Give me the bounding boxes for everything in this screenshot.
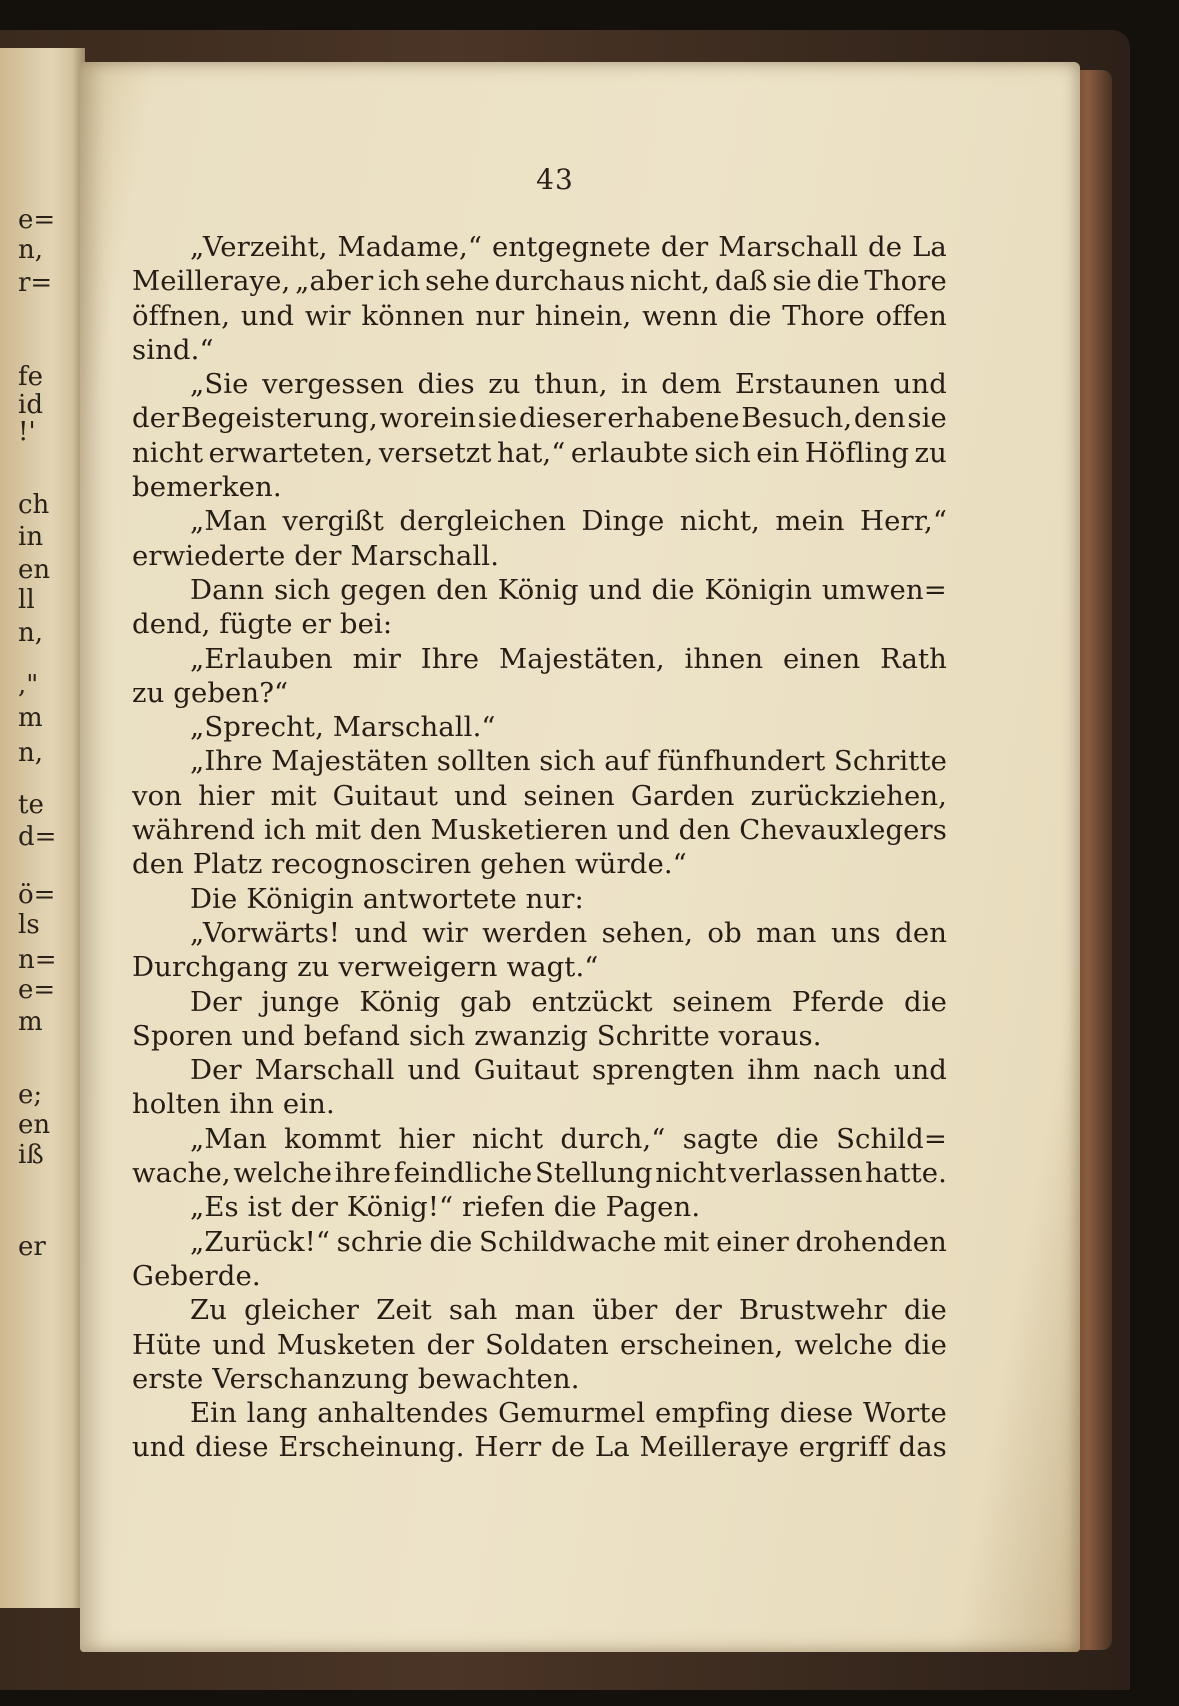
word: und: [407, 1054, 461, 1087]
word: sie: [772, 265, 812, 298]
word: worein: [379, 402, 477, 435]
word: sollten: [436, 745, 531, 778]
word: Ein: [190, 1397, 237, 1430]
word: Herr: [474, 1431, 542, 1464]
word: in: [621, 368, 648, 401]
word: den: [853, 402, 906, 435]
word: anhaltendes: [317, 1397, 489, 1430]
text-line: [132, 1328, 947, 1362]
word: de: [867, 231, 903, 263]
left-page-fragment: !': [18, 417, 36, 447]
text-line: [132, 573, 947, 607]
text-line: erwiederte der Marschall.: [132, 539, 500, 572]
word: Pferde: [791, 985, 885, 1018]
left-page-fragment: in: [18, 522, 44, 552]
text-line: Die Königin antwortete nur:: [190, 882, 584, 915]
word: hier: [198, 779, 255, 812]
word: mir: [352, 642, 401, 675]
page-number: 43: [536, 163, 574, 196]
word: zu: [488, 368, 521, 401]
word: Schildwache: [479, 1225, 657, 1258]
left-page-fragment: n,: [18, 618, 44, 648]
word: und: [893, 368, 947, 401]
text-line: sind.“: [132, 333, 214, 366]
left-page-fragment: id: [18, 390, 43, 420]
word: „Zurück!“: [190, 1225, 330, 1258]
word: auf: [604, 745, 649, 778]
word: sprengten: [592, 1054, 735, 1087]
word: Meilleraye: [639, 1431, 789, 1464]
word: Marschall: [254, 1054, 395, 1087]
word: ihm: [747, 1054, 801, 1087]
word: die: [429, 1225, 473, 1258]
word: Zu: [190, 1294, 228, 1327]
text-line: [132, 642, 947, 676]
word: öffnen,: [132, 299, 231, 332]
word: ich: [378, 265, 421, 298]
word: einer: [716, 1225, 789, 1258]
text-line: [132, 1156, 947, 1190]
word: nicht: [132, 436, 204, 469]
word: dergleichen: [399, 505, 567, 538]
word: uns: [830, 916, 881, 949]
left-page-fragment: n,: [18, 738, 44, 768]
word: wir: [304, 299, 351, 332]
left-page-fragment: m: [18, 703, 43, 733]
word: Gemurmel: [498, 1397, 646, 1430]
word: und: [454, 779, 508, 812]
left-page-fragment: e=: [18, 975, 56, 1005]
word: offen: [875, 299, 947, 332]
word: mit: [314, 814, 362, 847]
word: erhabene: [607, 402, 740, 435]
word: vergißt: [282, 505, 384, 538]
word: und: [354, 916, 408, 949]
word: Musketen: [276, 1328, 416, 1361]
word: entgegnete: [492, 231, 651, 263]
word: wenn: [642, 299, 718, 332]
word: junge: [261, 985, 340, 1018]
word: und: [212, 1328, 266, 1361]
word: „Man: [190, 1122, 267, 1155]
word: die: [775, 1122, 819, 1155]
word: entzückt: [531, 985, 653, 1018]
left-page-fragment: ls: [18, 910, 40, 940]
word: wache,: [132, 1157, 231, 1190]
word: Schritte: [833, 745, 947, 778]
word: diese: [195, 1431, 269, 1464]
left-page-fragment: e=: [18, 205, 56, 235]
word: mit: [270, 779, 317, 812]
word: den: [678, 814, 731, 847]
word: umwen=: [821, 573, 947, 606]
word: die: [903, 1328, 947, 1361]
word: welche: [233, 1157, 332, 1190]
left-page-fragment: d=: [18, 822, 57, 852]
word: daß: [714, 265, 768, 298]
word: der: [674, 1294, 722, 1327]
word: Worte: [862, 1397, 947, 1430]
word: nach: [813, 1054, 881, 1087]
text-line: Durchgang zu verweigern wagt.“: [132, 951, 599, 984]
word: sagte: [682, 1122, 759, 1155]
word: nicht: [655, 1157, 727, 1190]
text-line: „Es ist der König!“ riefen die Pagen.: [190, 1191, 701, 1224]
word: Guitaut: [332, 779, 439, 812]
left-page-edge: [0, 48, 85, 1608]
word: nicht: [471, 1122, 544, 1155]
word: die: [728, 299, 772, 332]
word: Thore: [864, 265, 947, 298]
word: Thore: [782, 299, 865, 332]
left-page-fragment: te: [18, 790, 44, 820]
word: durch,“: [560, 1122, 666, 1155]
word: Der: [190, 1054, 242, 1087]
word: Höfling: [804, 436, 910, 469]
left-page-fragment: fe: [18, 362, 44, 392]
word: sehen,: [601, 916, 694, 949]
word: Erstaunen: [735, 368, 881, 401]
word: wir: [422, 916, 468, 949]
word: Dinge: [581, 505, 665, 538]
text-line: [132, 504, 947, 538]
word: die: [816, 265, 860, 298]
text-line: [132, 1122, 947, 1156]
word: von: [132, 779, 183, 812]
word: „Vorwärts!: [190, 916, 341, 949]
word: die: [651, 573, 695, 606]
text-line: Geberde.: [132, 1259, 261, 1292]
word: das: [898, 1431, 947, 1464]
word: sah: [448, 1294, 498, 1327]
left-page-fragment: m: [18, 1007, 43, 1037]
left-page-fragment: ö=: [18, 880, 56, 910]
word: der: [660, 231, 709, 263]
word: Der: [190, 985, 242, 1018]
word: gleicher: [244, 1294, 359, 1327]
word: sich: [274, 573, 331, 606]
word: feindliche: [393, 1157, 533, 1190]
word: dieser: [518, 402, 606, 435]
word: können: [361, 299, 465, 332]
text-line: [132, 230, 947, 264]
word: König: [497, 573, 579, 606]
word: Meilleraye,: [132, 265, 291, 298]
word: einen: [783, 642, 861, 675]
word: den: [436, 573, 488, 606]
word: seinem: [672, 985, 773, 1018]
word: die: [903, 985, 947, 1018]
word: sie: [477, 402, 518, 435]
word: Zeit: [376, 1294, 432, 1327]
text-line: [132, 1053, 947, 1087]
word: den: [895, 916, 947, 949]
word: Marschall: [718, 231, 858, 263]
text-line: [132, 813, 947, 847]
word: ergriff: [798, 1431, 889, 1464]
word: „Sie: [190, 368, 249, 401]
text-line: bemerken.: [132, 471, 282, 504]
word: La: [594, 1431, 630, 1464]
word: verlassen: [729, 1157, 863, 1190]
word: „Man: [190, 505, 267, 538]
left-page-fragment: ch: [18, 490, 50, 520]
word: sie: [907, 402, 947, 435]
word: und: [132, 1431, 186, 1464]
text-line: [132, 367, 947, 401]
word: welche: [794, 1328, 893, 1361]
word: Ihre: [420, 642, 480, 675]
word: Begeisterung,: [181, 402, 378, 435]
word: nicht,: [630, 265, 711, 298]
word: „Erlauben: [190, 642, 333, 675]
left-page-fragment: n=: [18, 945, 57, 975]
word: über: [592, 1294, 658, 1327]
word: gegen: [340, 573, 427, 606]
text-line: [132, 436, 947, 470]
word: Chevauxlegers: [739, 814, 947, 847]
word: sich: [694, 436, 751, 469]
word: „Ihre: [190, 745, 263, 778]
word: Herr,“: [860, 505, 947, 538]
word: Majestäten: [271, 745, 429, 778]
word: zurückziehen,: [750, 779, 947, 812]
word: La: [912, 231, 947, 263]
text-line: [132, 744, 947, 778]
word: während: [132, 814, 256, 847]
word: durchaus: [494, 265, 626, 298]
word: sehe: [425, 265, 490, 298]
word: hinein,: [534, 299, 632, 332]
text-line: [132, 401, 947, 435]
word: und: [616, 814, 670, 847]
word: Schild=: [836, 1122, 947, 1155]
word: Madame,“: [337, 231, 483, 263]
word: nicht,: [679, 505, 760, 538]
word: drohenden: [795, 1225, 947, 1258]
word: „aber: [295, 265, 374, 298]
word: Königin: [704, 573, 813, 606]
text-line: [132, 264, 947, 298]
word: ihre: [334, 1157, 392, 1190]
text-line: den Platz recognosciren gehen würde.“: [132, 848, 687, 881]
word: erwarteten,: [208, 436, 374, 469]
word: die: [903, 1294, 947, 1327]
word: kommt: [284, 1122, 382, 1155]
body-text: [132, 230, 947, 1465]
word: lang: [246, 1397, 308, 1430]
word: seinen: [523, 779, 615, 812]
word: der: [426, 1328, 474, 1361]
word: erscheinen,: [620, 1328, 784, 1361]
word: hier: [398, 1122, 455, 1155]
left-page-fragment: ,": [18, 670, 39, 700]
word: Stellung: [534, 1157, 653, 1190]
word: hat,“: [496, 436, 566, 469]
text-line: [132, 1293, 947, 1327]
word: man: [756, 916, 817, 949]
word: Hüte: [132, 1328, 202, 1361]
word: fünfhundert: [657, 745, 826, 778]
word: thun,: [534, 368, 608, 401]
text-line: [132, 1396, 947, 1430]
left-page-fragment: n,: [18, 235, 44, 265]
text-line: Sporen und befand sich zwanzig Schritte voraus.: [132, 1019, 822, 1052]
word: Besuch,: [741, 402, 853, 435]
left-page-fragment: r=: [18, 268, 53, 298]
word: hatte.: [865, 1157, 947, 1190]
left-page-fragment: ll: [18, 585, 35, 615]
word: de: [551, 1431, 586, 1464]
word: ein: [756, 436, 800, 469]
text-line: [132, 1225, 947, 1259]
text-line: „Sprecht, Marschall.“: [190, 711, 496, 744]
text-line: [132, 1430, 947, 1464]
text-line: erste Verschanzung bewachten.: [132, 1362, 580, 1395]
word: sich: [539, 745, 596, 778]
word: Soldaten: [484, 1328, 609, 1361]
word: dies: [417, 368, 475, 401]
text-line: [132, 985, 947, 1019]
text-line: holten ihn ein.: [132, 1088, 335, 1121]
text-line: [132, 779, 947, 813]
word: Guitaut: [473, 1054, 580, 1087]
word: den: [369, 814, 422, 847]
word: ob: [707, 916, 742, 949]
word: nur: [475, 299, 525, 332]
word: zu: [914, 436, 947, 469]
word: erlaubte: [570, 436, 689, 469]
word: mit: [663, 1225, 710, 1258]
word: Majestäten,: [498, 642, 665, 675]
word: diese: [779, 1397, 854, 1430]
text-line: dend, fügte er bei:: [132, 608, 393, 641]
word: vergessen: [262, 368, 405, 401]
word: „Verzeiht,: [190, 231, 328, 263]
word: und: [240, 299, 295, 332]
word: werden: [482, 916, 588, 949]
word: mein: [775, 505, 845, 538]
word: versetzt: [378, 436, 492, 469]
word: schrie: [336, 1225, 423, 1258]
word: Erscheinung.: [278, 1431, 465, 1464]
text-line: [132, 916, 947, 950]
word: und: [588, 573, 642, 606]
left-page-fragment: en: [18, 555, 51, 585]
word: gab: [459, 985, 512, 1018]
word: der: [132, 402, 180, 435]
word: dem: [661, 368, 722, 401]
left-page-fragment: e;: [18, 1080, 43, 1110]
word: König: [359, 985, 441, 1018]
left-page-fragment: er: [18, 1232, 46, 1262]
word: Dann: [190, 573, 265, 606]
text-line: zu geben?“: [132, 676, 289, 709]
left-page-fragment: en: [18, 1110, 51, 1140]
left-page-fragment: iß: [18, 1140, 44, 1170]
word: Musketieren: [430, 814, 608, 847]
text-line: [132, 299, 947, 333]
word: Rath: [880, 642, 947, 675]
word: empfing: [655, 1397, 770, 1430]
word: und: [893, 1054, 947, 1087]
word: Brustwehr: [738, 1294, 887, 1327]
word: man: [514, 1294, 576, 1327]
word: ich: [263, 814, 307, 847]
word: ihnen: [684, 642, 764, 675]
word: Garden: [630, 779, 735, 812]
